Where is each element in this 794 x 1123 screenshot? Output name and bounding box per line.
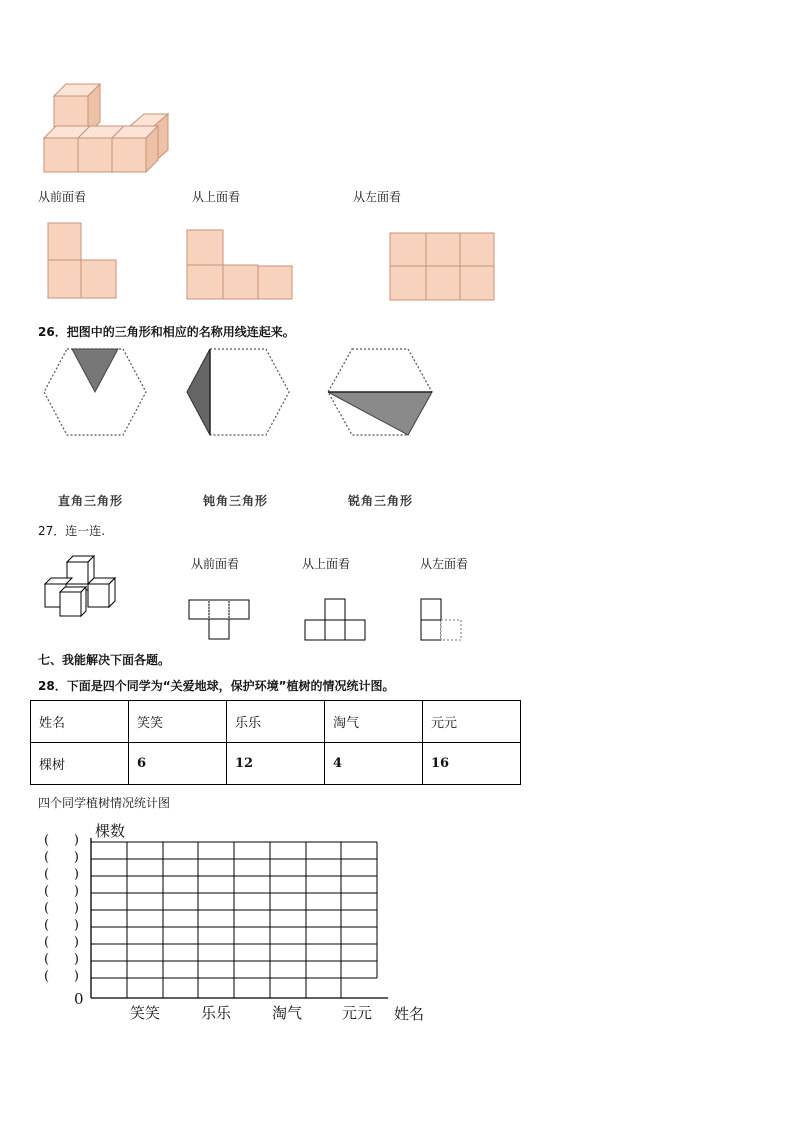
table-cell: 12: [227, 743, 325, 785]
view-shape-c: [388, 231, 496, 302]
tree-table: [30, 700, 521, 785]
table-cell: 16: [423, 743, 521, 785]
table-header-cell: 淘气: [325, 701, 423, 743]
q27-label-front: 从前面看: [191, 557, 240, 571]
table-header-cell: 元元: [423, 701, 521, 743]
q27-view-inverted-t: [303, 597, 369, 643]
cube-outline-figure: [40, 552, 118, 622]
view-shape-b: [185, 228, 295, 302]
q27-label-left: 从左面看: [420, 557, 469, 571]
view-shape-a: [46, 221, 120, 301]
hexagon-figure-1: [40, 346, 150, 440]
table-cell: 6: [129, 743, 227, 785]
view-label-front: 从前面看: [38, 190, 87, 204]
chart-category-label: 笑笑: [130, 1004, 161, 1022]
table-row-label: 棵树: [31, 743, 129, 785]
triangle-name-obtuse: 钝角三角形: [203, 494, 269, 508]
hexagon-figure-3: [324, 346, 436, 440]
chart-x-label: 姓名: [394, 1005, 425, 1023]
hexagon-figure-2: [183, 346, 293, 440]
section-7-title: 七、我能解决下面各题。: [38, 653, 171, 667]
question-28-title: 28．下面是四个同学为“关爱地球，保护环境”植树的情况统计图。: [38, 679, 395, 693]
chart-title: 四个同学植树情况统计图: [38, 796, 171, 810]
q27-view-t-shape: [187, 598, 253, 642]
chart-y-label: 棵数: [95, 822, 126, 840]
question-27-title: 27．连一连.: [38, 524, 106, 538]
table-row: [31, 743, 521, 785]
table-header-cell: 乐乐: [227, 701, 325, 743]
table-header-cell: 姓名: [31, 701, 129, 743]
y-axis-blanks: ( ) ( ) ( ) ( ) ( ) ( ) ( ) ( ) ( ): [44, 833, 79, 984]
q27-view-l-shape: [419, 597, 465, 643]
triangle-name-right: 直角三角形: [58, 494, 124, 508]
question-26-title: 26．把图中的三角形和相应的名称用线连起来。: [38, 325, 295, 339]
chart-category-label: 元元: [342, 1004, 373, 1022]
chart-category-label: 乐乐: [201, 1004, 232, 1022]
q27-label-top: 从上面看: [302, 557, 351, 571]
table-row: [31, 701, 521, 743]
table-header-cell: 笑笑: [129, 701, 227, 743]
blank-chart-grid: [88, 838, 388, 1002]
chart-category-label: 淘气: [272, 1004, 303, 1022]
chart-zero-label: 0: [74, 990, 84, 1008]
view-label-left: 从左面看: [353, 190, 402, 204]
view-label-top: 从上面看: [192, 190, 241, 204]
cube-stack-figure: [40, 78, 175, 174]
triangle-name-acute: 锐角三角形: [348, 494, 414, 508]
table-cell: 4: [325, 743, 423, 785]
